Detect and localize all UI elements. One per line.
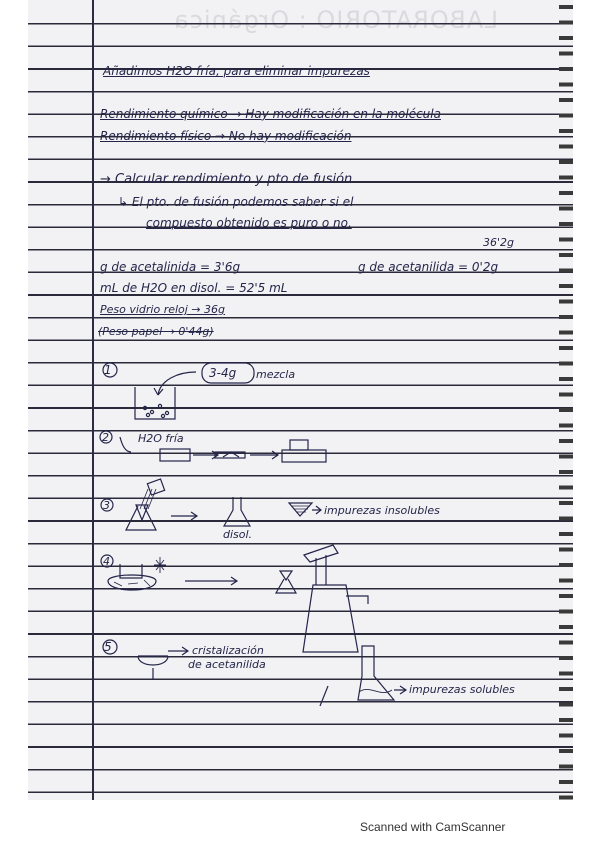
step-3-funnel-2 [289,503,312,516]
note-line-2: Rendimiento químico → Hay modificación en la molécula [100,107,441,121]
step-5-text-3: impurezas solubles [409,683,515,696]
step-4-kitasato-flask [303,585,358,652]
data-line-3: Peso vidrio reloj → 36g [100,303,226,316]
step-3-arrow-2 [312,506,321,514]
note-line-5: ↳ El pto. de fusión podemos saber si el [118,195,354,209]
step-2-text: H2O fría [138,432,184,445]
step-4-buchner [304,545,338,562]
step-4-number: 4 [103,555,110,568]
step-5-arrow-2 [394,686,406,694]
data-line-2: mL de H2O en disol. = 52'5 mL [100,281,288,295]
step-2-plate [282,450,326,462]
note-line-3: Rendimiento físico → No hay modificación [100,129,352,143]
step-1-amount: 3-4g [209,366,237,380]
note-line-4: → Calcular rendimiento y pto de fusión [100,172,353,187]
mass-note: 36'2g [483,236,515,249]
step-3-flask-2 [224,497,250,526]
faint-title: LABORATORIO : Orgánica [173,6,499,34]
step-2-dish [160,449,190,461]
step-1-arrow [158,372,196,395]
note-line-1: Añadimos H2O fría, para eliminar impurezas [103,64,370,78]
step-3-number: 3 [103,499,110,512]
note-line-6: compuesto obtenido es puro o no. [146,216,352,230]
step-4-funnel [280,571,292,580]
step-3-disol: disol. [223,528,253,541]
data-line-4: (Peso papel → 0'44g) [98,325,214,338]
step-3-text: impurezas insolubles [324,504,440,517]
step-2-funnel [290,440,308,450]
data-line-1-left: g de acetalinida = 3'6g [100,260,241,274]
procedure-diagrams [28,0,573,800]
step-1-text: mezcla [256,368,296,381]
step-5-number: 5 [104,640,112,654]
step-5-arrow-1 [168,647,188,655]
step-4-arrow [185,577,237,585]
step-4-snowflake-icon [154,557,166,573]
step-3-arrow-1 [171,512,197,520]
step-5-text-1: cristalización [192,644,264,657]
notebook-page [28,0,573,800]
step-5-text-2: de acetanilida [188,658,266,671]
step-5-funnel [138,656,168,665]
scanner-watermark: Scanned with CamScanner [360,820,506,834]
step-2-arrow-right [193,451,218,459]
step-1-number: 1 [104,363,112,377]
step-2-number: 2 [102,431,109,444]
step-2-arrow [120,437,131,452]
data-line-1-right: g de acetanilida = 0'2g [358,260,499,274]
step-3-filter-paper [147,479,164,495]
step-1-beaker [135,387,175,419]
